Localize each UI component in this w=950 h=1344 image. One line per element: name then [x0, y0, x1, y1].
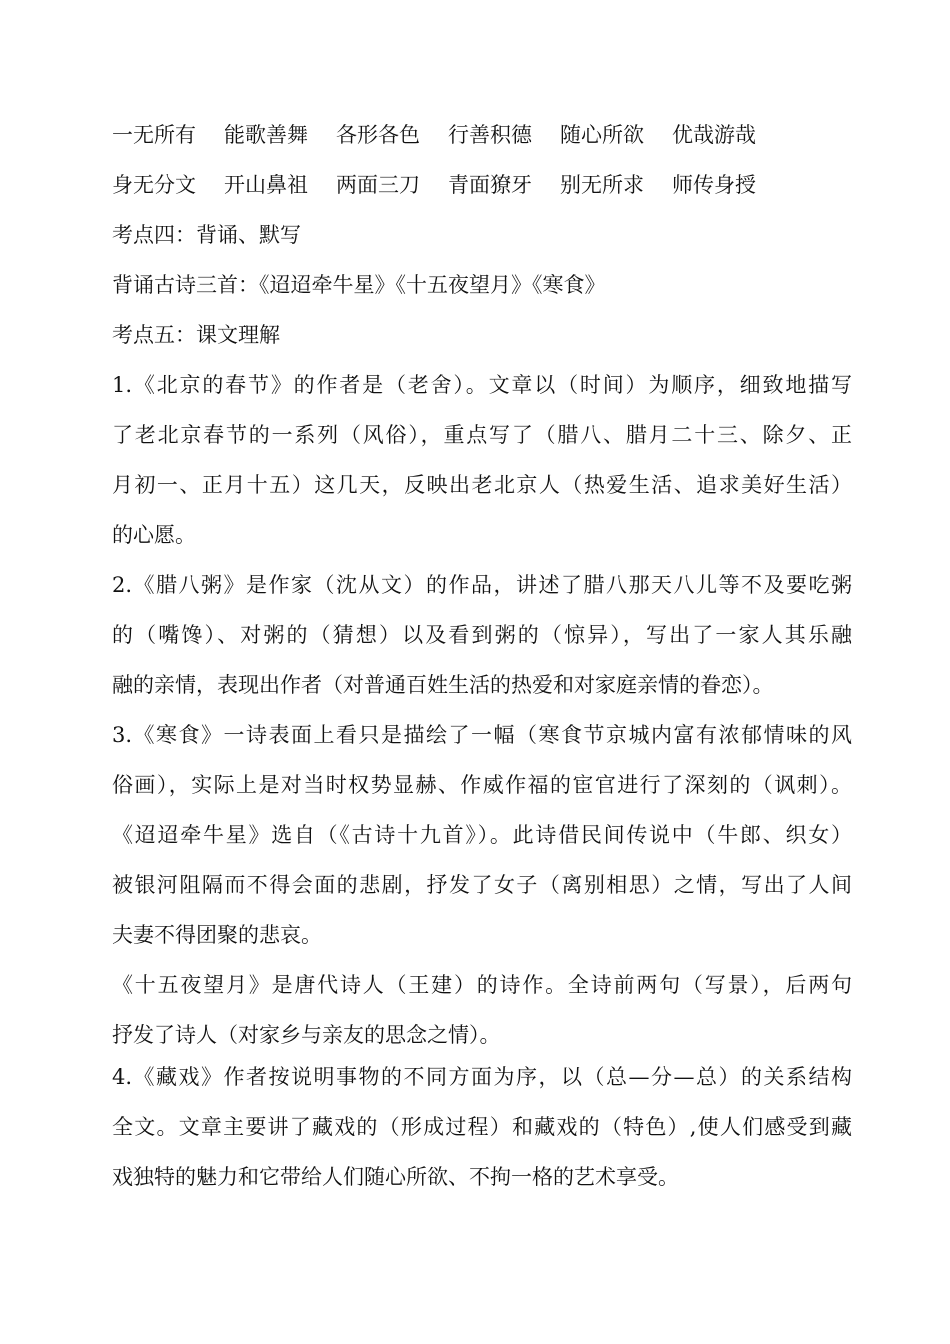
- section-4-heading: 考点四：背诵、默写: [112, 223, 301, 247]
- idiom: 优哉游哉: [672, 123, 756, 147]
- idiom: 行善积德: [448, 123, 532, 147]
- idiom: 开山鼻祖: [224, 173, 308, 197]
- paragraph-line: 2.《腊八粥》是作家（沈从文）的作品，讲述了腊八那天八儿等不及要吃粥: [112, 573, 852, 597]
- idiom: 能歌善舞: [224, 123, 308, 147]
- recite-list: 背诵古诗三首：《迢迢牵牛星》《十五夜望月》《寒食》: [112, 273, 606, 297]
- idiom: 身无分文: [112, 173, 196, 197]
- paragraph-line: 融的亲情，表现出作者（对普通百姓生活的热爱和对家庭亲情的眷恋）。: [112, 673, 774, 697]
- paragraph-line: 被银河阻隔而不得会面的悲剧，抒发了女子（离别相思）之情，写出了人间: [112, 873, 852, 897]
- idiom: 别无所求: [560, 173, 644, 197]
- paragraph-line: 的（嘴馋）、对粥的（猜想）以及看到粥的（惊异），写出了一家人其乐融: [112, 623, 852, 647]
- idiom-row-1: [112, 120, 852, 150]
- paragraph-line: 夫妻不得团聚的悲哀。: [112, 923, 322, 947]
- paragraph-line: 《十五夜望月》是唐代诗人（王建）的诗作。全诗前两句（写景），后两句: [112, 973, 852, 997]
- paragraph-line: 的心愿。: [112, 523, 196, 547]
- paragraph-line: 《迢迢牵牛星》选自（《古诗十九首》）。此诗借民间传说中（牛郎、织女）: [112, 823, 852, 847]
- idiom-row-2: [112, 170, 852, 200]
- paragraph-line: 全文。文章主要讲了藏戏的（形成过程）和藏戏的（特色）,使人们感受到藏: [112, 1115, 852, 1139]
- paragraph-line: 俗画），实际上是对当时权势显赫、作威作福的宦官进行了深刻的（讽刺）。: [112, 773, 852, 797]
- paragraph-line: 1.《北京的春节》的作者是（老舍）。文章以（时间）为顺序，细致地描写: [112, 373, 852, 397]
- idiom: 随心所欲: [560, 123, 644, 147]
- idiom: 各形各色: [336, 123, 420, 147]
- idiom: 青面獠牙: [448, 173, 532, 197]
- paragraph-line: 抒发了诗人（对家乡与亲友的思念之情）。: [112, 1023, 501, 1047]
- idiom: 一无所有: [112, 123, 196, 147]
- paragraph-line: 月初一、正月十五）这几天，反映出老北京人（热爱生活、追求美好生活）: [112, 473, 852, 497]
- section-5-heading: 考点五：课文理解: [112, 323, 280, 347]
- paragraph-line: 了老北京春节的一系列（风俗），重点写了（腊八、腊月二十三、除夕、正: [112, 423, 852, 447]
- paragraph-line: 4.《藏戏》作者按说明事物的不同方面为序，以（总—分—总）的关系结构: [112, 1065, 852, 1089]
- paragraph-line: 3.《寒食》一诗表面上看只是描绘了一幅（寒食节京城内富有浓郁情味的风: [112, 723, 852, 747]
- paragraph-line: 戏独特的魅力和它带给人们随心所欲、不拘一格的艺术享受。: [112, 1165, 679, 1189]
- idiom: 师传身授: [672, 173, 756, 197]
- idiom: 两面三刀: [336, 173, 420, 197]
